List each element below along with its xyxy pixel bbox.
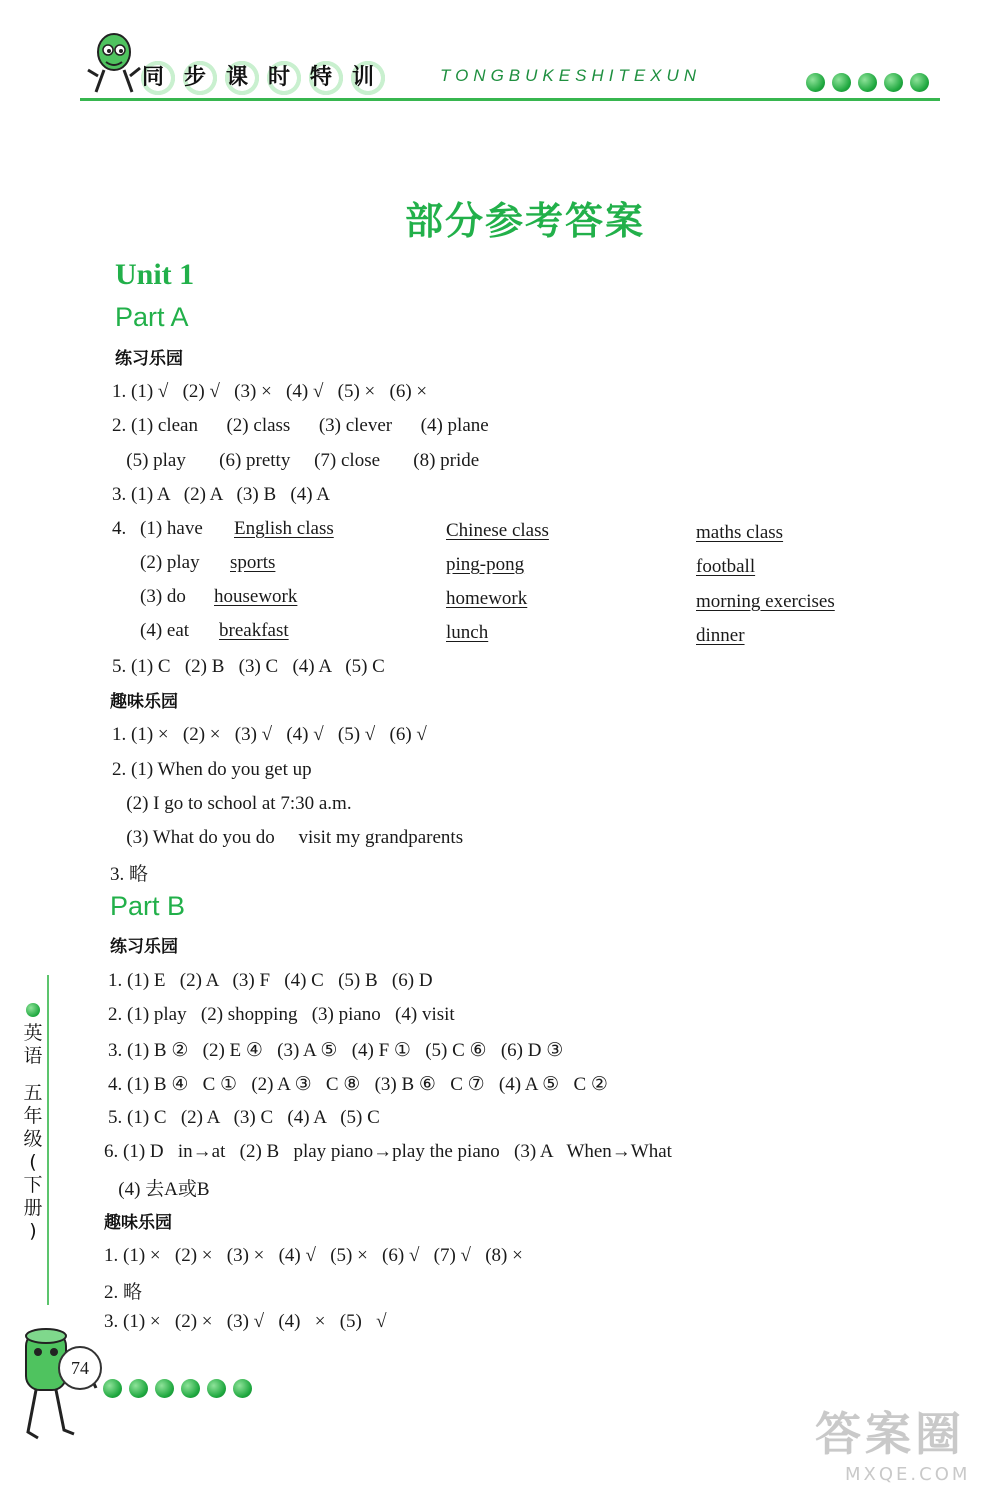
header-title [138, 58, 390, 98]
side-label-char: 英 [23, 1022, 43, 1044]
q4-answer: housework [214, 586, 298, 607]
header-title-char: 步 [180, 58, 220, 98]
header-divider [80, 98, 940, 101]
answer-line: (5) play (6) pretty (7) close (8) pride [112, 450, 480, 471]
q4-row-label: (4) eat [140, 620, 190, 641]
section-heading-practice: 练习乐园 [115, 349, 183, 369]
q4-answer: homework [446, 588, 528, 609]
side-label [20, 1022, 46, 1243]
part-a-heading: Part A [115, 302, 189, 332]
q4-row-label: (3) do [140, 586, 186, 607]
header-title-char: 特 [306, 58, 346, 98]
dot-icon [207, 1379, 226, 1398]
dot-icon [858, 73, 877, 92]
answer-line: 2. (1) play (2) shopping (3) piano (4) visit [108, 1004, 455, 1025]
unit-heading: Unit 1 [115, 258, 195, 291]
q4-answer: sports [230, 552, 276, 573]
watermark [815, 1398, 970, 1485]
answer-line: 2. (1) When do you get up [112, 759, 312, 780]
answer-line: (3) What do you do visit my grandparents [112, 827, 464, 848]
q4-answer: ping-pong [446, 554, 525, 575]
side-divider [47, 975, 49, 1305]
side-label-char: ) [29, 1220, 37, 1242]
dot-icon [806, 73, 825, 92]
watermark-url: MXQE.COM [845, 1464, 971, 1485]
answer-line: 5. (1) C (2) B (3) C (4) A (5) C [112, 656, 385, 677]
mascot-icon [84, 30, 144, 107]
answer-line: 2. 略 [104, 1282, 143, 1303]
footer-dots [103, 1379, 252, 1398]
header-title-char: 时 [264, 58, 304, 98]
q4-row-label: (2) play [140, 552, 200, 573]
section-heading-fun: 趣味乐园 [104, 1213, 172, 1233]
answer-line: 3. (1) × (2) × (3) √ (4) × (5) √ [104, 1311, 387, 1332]
header-title-char: 课 [222, 58, 262, 98]
dot-icon [26, 1003, 40, 1017]
side-label-char: 下 [23, 1174, 43, 1196]
answer-line: 5. (1) C (2) A (3) C (4) A (5) C [108, 1107, 380, 1128]
watermark-logo: 答案圈 [815, 1407, 965, 1461]
section-heading-fun: 趣味乐园 [110, 692, 178, 712]
dot-icon [832, 73, 851, 92]
q4-answer: maths class [696, 522, 784, 543]
answer-line: 1. (1) √ (2) √ (3) × (4) √ (5) × (6) × [112, 381, 428, 402]
answer-line: 1. (1) × (2) × (3) × (4) √ (5) × (6) √ (7) √ (8) × [104, 1245, 523, 1266]
dot-icon [233, 1379, 252, 1398]
answer-line: 3. 略 [110, 864, 149, 885]
q4-answer: dinner [696, 625, 745, 646]
answer-line: (4) 去A或B [104, 1179, 210, 1200]
answer-line: 3. (1) B ② (2) E ④ (3) A ⑤ (4) F ① (5) C ⑥ (6) D ③ [108, 1040, 564, 1061]
answer-line: 1. (1) × (2) × (3) √ (4) √ (5) √ (6) √ [112, 724, 427, 745]
dot-icon [155, 1379, 174, 1398]
header-pinyin: TONGBUKESHITEXUN [440, 66, 702, 85]
q4-answer: football [696, 556, 756, 577]
answer-line: 2. (1) clean (2) class (3) clever (4) plane [112, 415, 489, 436]
section-heading-practice: 练习乐园 [110, 937, 178, 957]
side-label-char: 语 [23, 1045, 43, 1067]
dot-icon [181, 1379, 200, 1398]
answer-number: 4. [112, 518, 127, 539]
dot-icon [910, 73, 929, 92]
side-label-char: 册 [23, 1197, 43, 1219]
page-number: 74 [58, 1346, 102, 1390]
dot-icon [129, 1379, 148, 1398]
q4-answer: Chinese class [446, 520, 549, 541]
side-label-char: 级 [23, 1128, 43, 1150]
header-title-char: 训 [348, 58, 388, 98]
side-label-char: ( [29, 1151, 37, 1173]
dot-icon [884, 73, 903, 92]
answer-line: 1. (1) E (2) A (3) F (4) C (5) B (6) D [108, 970, 433, 991]
answer-line: (2) I go to school at 7:30 a.m. [112, 793, 352, 814]
header-dots [806, 73, 929, 92]
answer-line: 3. (1) A (2) A (3) B (4) A [112, 484, 330, 505]
q4-answer: lunch [446, 622, 489, 643]
dot-icon [103, 1379, 122, 1398]
page-title: 部分参考答案 [404, 199, 645, 243]
side-label-char: 五 [23, 1082, 43, 1104]
side-label-char: 年 [23, 1105, 43, 1127]
answer-line: 6. (1) D in→at (2) B play piano→play the piano (3) A When→What [104, 1141, 672, 1162]
answer-line: 4. (1) B ④ C ① (2) A ③ C ⑧ (3) B ⑥ C ⑦ (4) A ⑤ C ② [108, 1074, 608, 1095]
q4-answer: English class [234, 518, 334, 539]
header-title-char: 同 [138, 58, 178, 98]
q4-answer: morning exercises [696, 591, 835, 612]
q4-row-label: (1) have [140, 518, 203, 539]
part-b-heading: Part B [110, 891, 186, 921]
q4-answer: breakfast [219, 620, 289, 641]
